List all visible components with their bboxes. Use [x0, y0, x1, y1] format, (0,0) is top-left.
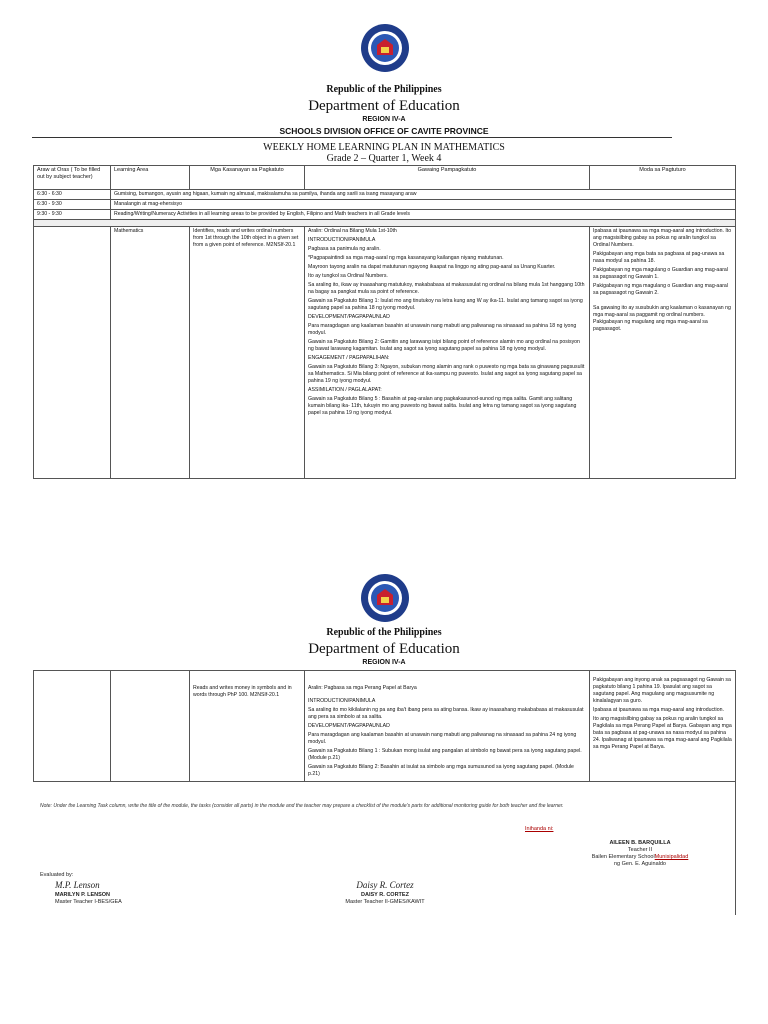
routine-time: 6:30 - 9:30: [34, 200, 111, 210]
teacher-signature-block: [565, 840, 715, 869]
evaluator2-name: DAISY R. CORTEZ: [361, 891, 409, 898]
lesson-area: Mathematics: [111, 227, 190, 479]
task-line: ASSIMILATION / PAGLALAPAT:: [308, 387, 382, 394]
lesson-area-cell: [111, 671, 190, 782]
task-line: INTRODUCTION/PANIMULA: [308, 237, 376, 244]
republic-line: Republic of the Philippines: [326, 627, 442, 638]
plan-title: WEEKLY HOME LEARNING PLAN IN MATHEMATICS: [263, 142, 505, 153]
task-line: Ito ay tungkol sa Ordinal Numbers.: [308, 273, 388, 280]
evaluator1-name: MARILYN P. LENSON: [55, 891, 111, 898]
mode-line: Pakigabayan ng mga magulang o Guardian ang mag-aaral sa pagsasagot ng Gawain 2.: [593, 283, 728, 297]
learning-plan-table: [33, 165, 736, 479]
lesson-competency: Identifies, reads and writes ordinal numbers from 1st through the 10th object in a given set from a given point of reference. M2NSIf-20.1: [190, 227, 305, 479]
mode-line: Ito ang magsisilbing gabay sa pokus ng aralin tungkol sa Pagkilala sa mga Perang Papel at Barya. Gabayan ang mga bata sa pagbasa at pag-unawa sa nasa modyul sa pahina 24. Ipaliwanag at ipaunawa sa mga mag-aaral ang Pagkilala sa mga Perang Papel at Barya.: [593, 716, 732, 751]
lesson-day-cell: [34, 671, 111, 782]
header-task: Gawaing Pampagkatuto: [305, 166, 590, 190]
table-header-row: [34, 166, 736, 190]
evaluator1-title: Master Teacher I-BES/GEA: [55, 898, 122, 905]
lesson-row: [34, 671, 736, 782]
evaluated-by-label: Evaluated by:: [40, 872, 74, 878]
prepared-by-mark: Inihanda ni:: [525, 826, 554, 832]
mode-line: Pakigabayan ng mga magulang o Guardian ang mag-aaral sa pagsasagot ng Gawain 1.: [593, 267, 728, 281]
lesson-row: [34, 227, 736, 479]
task-line: Gawain sa Pagkatuto Bilang 5 : Basahin at pag-aralan ang pagkakasunod-sunod ng mga salita. Gamit ang salitang kumain bilang ika- 11th, tukuyin mo ang puwesto ng bawat salita. Isulat ang letra ng tamang sagot sa iyong sagutang papel sa pahina 19 ng iyong modyul.: [308, 396, 577, 417]
deped-seal-icon: [360, 23, 410, 73]
evaluator2-block: [325, 880, 445, 906]
mode-line: Ipabasa at ipaunawa sa mga mag-aaral ang introduction. Ito ang magsisilbing gabay sa pokus ng aralin tungkol sa Ordinal Numbers.: [593, 228, 732, 249]
lesson-task-cell: [305, 227, 590, 479]
task-line: DEVELOPMENT/PAGPAPAUNLAD: [308, 723, 390, 730]
table-row: [34, 210, 736, 220]
division-line: SCHOOLS DIVISION OFFICE OF CAVITE PROVINCE: [279, 126, 489, 136]
task-line: Pagbasa sa panimula ng aralin.: [308, 246, 381, 253]
footer-note: Note: Under the Learning Task column, write the title of the module, the tasks (consider all parts) in the module and the teacher may prepare a checklist of the module's parts for additional monitoring guide for both teacher and the learner.: [40, 803, 564, 809]
lesson-task-cell: [305, 671, 590, 782]
table-row: [34, 200, 736, 210]
region-line: REGION IV-A: [362, 116, 406, 123]
task-line: Sa araling ito mo kikilalanin ng pa ang iba't ibang pera sa ating bansa. Ikaw ay inaasahang makababasa at makasusulat ang pera sa simbolo at sa salita.: [308, 707, 584, 721]
lesson-day-cell: [34, 227, 111, 479]
header-mode: Moda sa Pagtuturo: [590, 166, 736, 190]
grade-line: Grade 2 – Quarter 1, Week 4: [326, 153, 442, 164]
evaluator1-block: [55, 880, 122, 906]
lesson-mode-cell: [590, 671, 736, 782]
deped-seal-icon: [360, 573, 410, 623]
page-two: [0, 550, 768, 1024]
department-title: Department of Education: [308, 641, 460, 657]
header-area: Learning Area: [111, 166, 190, 190]
task-line: Gawain sa Pagkatuto Bilang 1 : Subukan mong isulat ang pangalan at simbolo ng bawat pera sa iyong sagutang papel. (Module p.21): [308, 748, 582, 762]
teacher-school: Bailen Elementary School: [591, 854, 655, 861]
teacher-title: Teacher II: [627, 847, 653, 854]
region-line: REGION IV-A: [362, 659, 406, 666]
routine-text: Reading/Writing/Numeracy Activities in all learning areas to be provided by English, Filipino and Math teachers in all Grade levels: [111, 210, 736, 220]
header-competency: Mga Kasanayan sa Pagkatuto: [190, 166, 305, 190]
task-line: Gawain sa Pagkatuto Bilang 3: Ngayon, subukan mong alamin ang rank o puwesto ng mga bata sa ginawang pagsusulit sa Mathematics. Si Mia bilang point of reference at ika-sampu ng puwesto. Isulat ang sagot sa iyong sagutang papel sa pahina 19 ng iyong modyul.: [308, 364, 585, 385]
mode-line: Pakigabayan ang mga bata sa pagbasa at pag-unawa sa nasa modyul sa pahina 18.: [593, 251, 725, 265]
task-line: Gawain sa Pagkatuto Bilang 2: Gamitin ang larawang isipi bilang point of reference alamin mo ang ordinal na posisyon ng bawat larawang kagamitan. Isulat ang sagot sa iyong sagutang papel sa pahina 18 ng iyong modyul.: [308, 339, 580, 353]
page-right-border: [735, 780, 736, 915]
task-line: Gawain sa Pagkatuto Bilang 1: Isulat mo ang tinutukoy na letra kung ang W ay ika-11. Isulat ang tamang sagot sa iyong sagutang papel sa pahina 18 ng iyong modyul.: [308, 298, 583, 312]
learning-plan-table: [33, 670, 736, 782]
evaluator1-signature: M.P. Lenson: [55, 880, 100, 890]
task-line: DEVELOPMENT/PAGPAPAUNLAD: [308, 314, 390, 321]
task-line: Mayroon tayong aralin na dapat matutunan ngayong ikaapat na linggo ng ating pag-aaral sa Unang Kuarter.: [308, 264, 556, 271]
task-line: Para maragdagan ang kaalaman basahin at unawain nang mabuti ang paliwanag na sinasaad sa pahina 18 ng iyong modyul.: [308, 323, 577, 337]
routine-text: Gumising, bumangon, ayusin ang higaan, kumain ng almusal, makisalamuha sa pamilya, ihanda ang sarili sa isang masayang araw: [111, 190, 736, 200]
mode-line: Sa gawaing ito ay susubukin ang kaalaman o kasanayan ng mga mag-aaral sa paggamit ng ordinal numbers. Pakigabayan ng magulang ang mga mag-aaral sa pagsasagot.: [593, 305, 731, 333]
table-row: [34, 190, 736, 200]
task-line: ENGAGEMENT / PAGPAPALIHAN:: [308, 355, 390, 362]
header-day: Araw at Oras ( To be filled out by subject teacher): [34, 166, 111, 190]
header-rule: [32, 137, 672, 138]
mode-line: Pakigabayan ang inyong anak sa pagsasagot ng Gawain sa pagkatuto bilang 1 pahina 19. Ipasulat ang sagot sa sagutang papel. Ang magulang ang magsusumite ng kinalalagyan sa guro.: [593, 677, 731, 705]
task-line: Para maragdagan ang kaalaman basahin at unawain nang mabuti ang paliwanag na sinasaad sa pahina 24 ng iyong modyul.: [308, 732, 577, 746]
mode-line: Ipabasa at ipaunawa sa mga mag-aaral ang introduction.: [593, 707, 724, 714]
teacher-name: AILEEN B. BARQUILLA: [609, 840, 671, 846]
lesson-competency: Reads and writes money in symbols and in words through PhP 100. M2NSIf-20.1: [190, 671, 305, 782]
teacher-school-red: Munisipalidad: [654, 854, 689, 861]
spacer-row: [34, 220, 736, 227]
task-line: INTRODUCTION/PANIMULA: [308, 698, 376, 705]
task-line: Aralin: Pagbasa sa mga Perang Papel at Barya: [308, 685, 417, 691]
lesson-mode-cell: [590, 227, 736, 479]
republic-line: Republic of the Philippines: [326, 84, 442, 95]
routine-time: 6:30 - 6:30: [34, 190, 111, 200]
department-title: Department of Education: [308, 98, 460, 114]
task-line: Gawain sa Pagkatuto Bilang 2: Basahin at isulat sa simbolo ang mga sumusunod sa iyong sagutang papel. (Module p.21): [308, 764, 574, 778]
task-line: Sa araling ito, ikaw ay inaasahang matutukoy, makababasa at makasusulat ng ordinal na bilang mula 1st hanggang 10th na bagay sa pangkat mula sa point of reference.: [308, 282, 585, 296]
evaluator2-signature: Daisy R. Cortez: [356, 880, 414, 890]
task-line: Aralin: Ordinal na Bilang Mula 1st-10th: [308, 228, 397, 235]
routine-time: 9:30 - 9:30: [34, 210, 111, 220]
teacher-school-line: [565, 854, 715, 861]
evaluator2-title: Master Teacher II-GMES/KAWIT: [345, 898, 425, 905]
routine-text: Manalangin at mag-ehersisyo: [111, 200, 736, 210]
task-line: *Pagpapaintindi sa mga mag-aaral ng mga kasanayang kailangan niyang matutunan.: [308, 255, 504, 262]
teacher-town: ng Gen. E. Aguinaldo: [614, 861, 666, 868]
